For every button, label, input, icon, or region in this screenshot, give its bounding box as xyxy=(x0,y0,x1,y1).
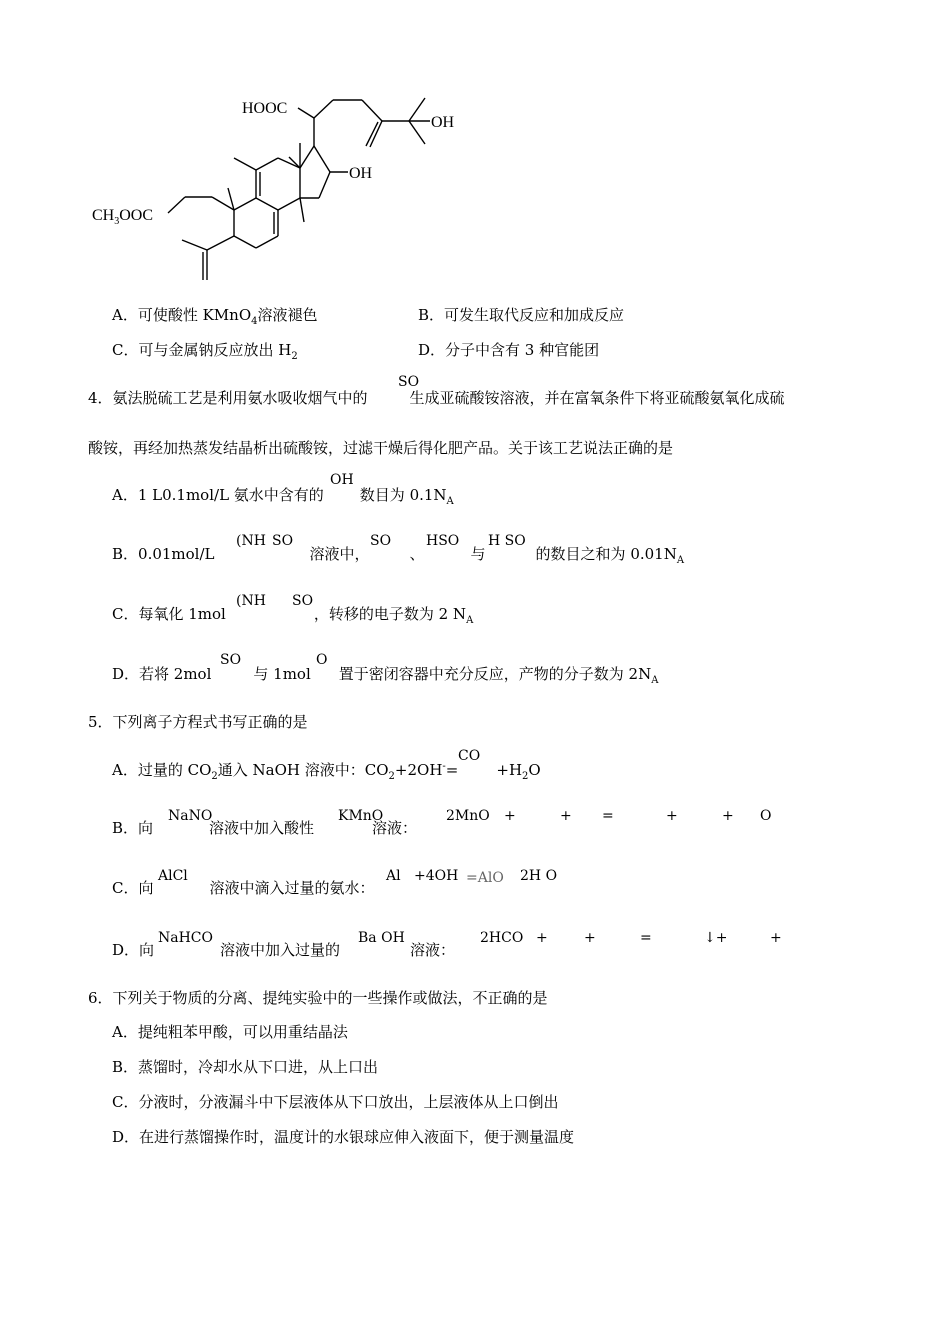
q4-b-nh4-frag: (NH xyxy=(236,533,266,549)
q5-b-plus4: + xyxy=(722,808,734,824)
q4-stem-line1: 4．氨法脱硫工艺是利用氨水吸收烟气中的 生成亚硫酸铵溶液，并在富氧条件下将亚硫酸氨氧化成硫 xyxy=(88,389,785,407)
q5-d-hco3-frag: 2HCO xyxy=(480,930,524,946)
q5-d-baoh2-frag: Ba OH xyxy=(358,930,405,946)
chemical-structure xyxy=(0,0,950,300)
q5-b-plus3: + xyxy=(666,808,678,824)
q5-c-alo2-frag: =AlO xyxy=(466,870,504,886)
q4-c-so3-frag: SO xyxy=(292,593,314,609)
q5-a-co3-frag: CO xyxy=(458,748,481,764)
q4-b-hso3-frag: HSO xyxy=(426,533,460,549)
q5-option-c: C．向 溶液中滴入过量的氨水： xyxy=(112,879,375,897)
q4-c-nh4-frag: (NH xyxy=(236,593,266,609)
q6-option-c: C．分液时，分液漏斗中下层液体从下口放出，上层液体从上口倒出 xyxy=(112,1093,559,1111)
q3-option-d: D．分子中含有 3 种官能团 xyxy=(418,341,600,359)
q5-b-o-frag: O xyxy=(760,808,772,824)
oh-mid-label: OH xyxy=(349,165,373,182)
q6-stem: 6．下列关于物质的分离、提纯实验中的一些操作或做法，不正确的是 xyxy=(88,989,548,1007)
q6-option-d: D．在进行蒸馏操作时，温度计的水银球应伸入液面下，便于测量温度 xyxy=(112,1128,575,1146)
q5-d-plus1: + xyxy=(536,930,548,946)
q5-c-oh-frag: +4OH xyxy=(414,868,459,884)
q5-option-d: D．向 溶液中加入过量的 溶液： xyxy=(112,941,456,959)
q4-d-o2-frag: O xyxy=(316,652,328,668)
q5-b-kmno4-frag: KMnO xyxy=(338,808,384,824)
q5-d-nahco3-frag: NaHCO xyxy=(158,930,213,946)
q5-d-precip: ↓+ xyxy=(704,930,728,946)
q4-option-a: A．1 L0.1mol/L 氨水中含有的 数目为 $0.1N_A$ xyxy=(112,486,454,507)
q5-c-al-frag: Al xyxy=(386,868,401,884)
q4-so2-frag: SO xyxy=(398,374,420,390)
q6-option-b: B．蒸馏时，冷却水从下口进，从上口出 xyxy=(112,1058,379,1076)
q5-b-plus2: + xyxy=(560,808,572,824)
q5-c-h2o-frag: 2H O xyxy=(520,868,558,884)
q5-stem: 5．下列离子方程式书写正确的是 xyxy=(88,713,308,731)
q4-option-b: B．0.01mol/L 溶液中， 、 与 的数目之和为 $0.01N_A$ xyxy=(112,545,685,566)
q4-a-oh-frag: OH xyxy=(330,472,354,488)
q5-d-plus3: + xyxy=(770,930,782,946)
q5-b-plus1: + xyxy=(504,808,516,824)
oh-top-label: OH xyxy=(431,114,455,131)
q5-b-eq: = xyxy=(602,808,614,824)
q3-option-c: C．可与金属钠反应放出 $H_2$ xyxy=(112,341,298,362)
q4-d-so2-frag: SO xyxy=(220,652,242,668)
q4-option-c: C．每氧化 1mol ，转移的电子数为 2 $N_A$ xyxy=(112,605,474,626)
q6-option-a: A．提纯粗苯甲酸，可以用重结晶法 xyxy=(112,1023,348,1041)
q4-b-so3-frag: SO xyxy=(370,533,392,549)
q5-b-mno4-frag: 2MnO xyxy=(446,808,490,824)
q3-option-b: B．可发生取代反应和加成反应 xyxy=(418,306,625,324)
q5-b-nano2-frag: NaNO xyxy=(168,808,213,824)
q5-d-plus2: + xyxy=(584,930,596,946)
q5-c-alcl3-frag: AlCl xyxy=(158,868,188,884)
q5-option-a: A．过量的 $CO_2$通入 NaOH 溶液中：$CO_2+2OH^-= +H_2O$ xyxy=(112,761,541,782)
q4-b-so4-frag: SO xyxy=(272,533,294,549)
q5-d-eq: = xyxy=(640,930,652,946)
q4-option-d: D．若将 2mol 与 1mol 置于密闭容器中充分反应，产物的分子数为 $2N_A$ xyxy=(112,665,659,686)
q3-option-a: A．可使酸性 KMnO$_4$溶液褪色 xyxy=(112,306,318,327)
q5-option-b: B．向 溶液中加入酸性 溶液： xyxy=(112,819,418,837)
ch3ooc-label: $CH_3OOC$ xyxy=(92,207,154,227)
q4-b-h2so3-frag: H SO xyxy=(488,533,526,549)
q4-stem-line2: 酸铵，再经加热蒸发结晶析出硫酸铵，过滤干燥后得化肥产品。关于该工艺说法正确的是 xyxy=(88,439,674,457)
hooc-label: HOOC xyxy=(242,100,288,117)
